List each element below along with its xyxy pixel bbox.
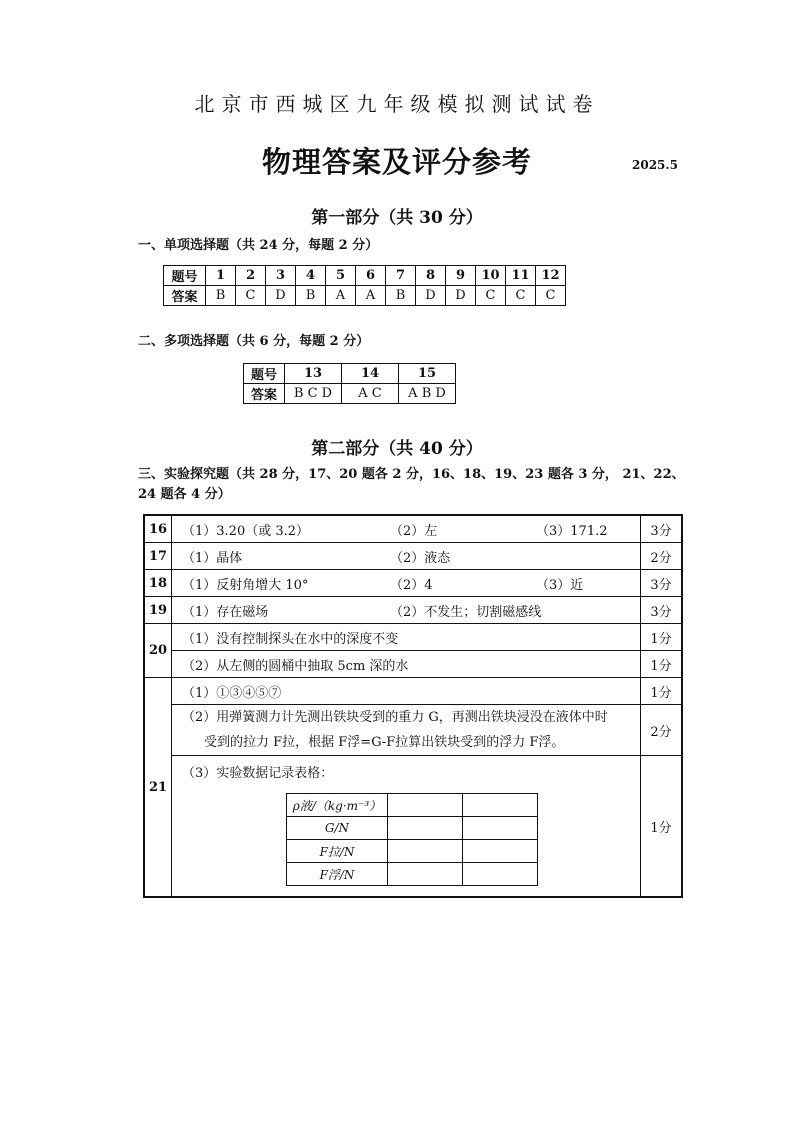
score-cell: 3分 [641,597,683,624]
section2-heading: 二、多项选择题（共 6 分，每题 2 分） [138,334,370,349]
question-number: 6 [356,266,386,286]
question-number: 12 [536,266,566,286]
exam-date: 2025.5 [632,158,678,172]
answer-cell [172,756,641,898]
answer-part: （2）液态 [390,550,451,566]
table-row [144,570,682,597]
answer-part: （1）3.20（或 3.2） [182,523,310,539]
answer-cell: A [326,286,356,306]
answer-line: （2）用弹簧测力计先测出铁块受到的重力 G，再测出铁块浸没在液体中时 [182,710,608,725]
answer-cell [172,543,641,570]
single-choice-table [163,265,566,306]
question-number: 14 [342,364,399,384]
question-number: 20 [144,624,172,678]
empty-cell [463,863,538,886]
question-number: 9 [446,266,476,286]
answer-part: （2）左 [390,523,438,539]
answer-cell: A B D [399,384,456,404]
answer-cell: D [416,286,446,306]
answer-cell: A [356,286,386,306]
question-number: 18 [144,570,172,597]
question-number: 17 [144,543,172,570]
empty-cell [388,817,463,840]
question-number: 13 [285,364,342,384]
question-number: 7 [386,266,416,286]
answer-part: （3）近 [536,577,584,593]
answer-cell: B C D [285,384,342,404]
part2-title: 第二部分（共 40 分） [311,439,483,459]
answer-part: （1）晶体 [182,550,243,566]
answer-cell: D [266,286,296,306]
question-number: 2 [236,266,266,286]
answer-cell [172,705,641,756]
table-row [244,384,456,404]
answer-line: （3）实验数据记录表格： [182,766,334,781]
table-row [164,286,566,306]
empty-cell [463,817,538,840]
record-label: F浮/N [287,863,388,886]
answer-cell: B [386,286,416,306]
answer-cell: D [446,286,476,306]
table-row [164,266,566,286]
table-row [144,705,682,756]
score-cell: 1分 [641,624,683,651]
question-number: 8 [416,266,446,286]
answer-part: （2）不发生；切割磁感线 [390,604,542,620]
table-row [144,678,682,705]
section1-heading: 一、单项选择题（共 24 分，每题 2 分） [138,238,379,253]
part1-title: 第一部分（共 30 分） [311,208,483,228]
table-row [244,364,456,384]
answer-cell: B [296,286,326,306]
answer-cell: C [476,286,506,306]
row-label: 答案 [164,286,206,306]
answer-cell [172,570,641,597]
empty-cell [463,794,538,817]
experiment-answer-table [143,514,683,898]
table-row [144,597,682,624]
question-number: 16 [144,515,172,543]
row-label: 答案 [244,384,285,404]
score-cell: 1分 [641,651,683,678]
record-label: ρ液/（kg·m⁻³） [287,794,388,817]
question-number: 1 [206,266,236,286]
table-row [287,863,538,886]
answer-cell: C [236,286,266,306]
answer-cell: B [206,286,236,306]
school-header: 北京市西城区九年级模拟测试试卷 [194,92,600,116]
table-row [144,624,682,651]
score-cell: 3分 [641,515,683,543]
question-number: 3 [266,266,296,286]
answer-part: （2）4 [390,577,433,593]
score-cell: 2分 [641,543,683,570]
answer-part: （1）存在磁场 [182,604,269,620]
data-record-table [286,793,538,886]
answer-cell [172,515,641,543]
page-title: 物理答案及评分参考 [261,145,532,179]
answer-cell: C [506,286,536,306]
answer-cell: C [536,286,566,306]
score-cell: 1分 [641,756,683,898]
record-label: G/N [287,817,388,840]
answer-cell: A C [342,384,399,404]
answer-part: （1）反射角增大 10° [182,577,309,593]
question-number: 4 [296,266,326,286]
table-row [144,756,682,898]
answer-line: 受到的拉力 F拉，根据 F浮=G-F拉算出铁块受到的浮力 F浮。 [204,735,565,750]
answer-cell [172,597,641,624]
table-row [144,515,682,543]
answer-cell: （1）①③④⑤⑦ [172,678,641,705]
question-number: 19 [144,597,172,624]
score-cell: 2分 [641,705,683,756]
question-number: 21 [144,678,172,898]
empty-cell [388,794,463,817]
answer-part: （3）171.2 [536,523,608,539]
question-number: 10 [476,266,506,286]
empty-cell [463,840,538,863]
table-row [144,543,682,570]
question-number: 5 [326,266,356,286]
record-label: F拉/N [287,840,388,863]
question-number: 15 [399,364,456,384]
question-number: 11 [506,266,536,286]
answer-cell: （2）从左侧的圆桶中抽取 5cm 深的水 [172,651,641,678]
table-row [287,840,538,863]
table-row [287,794,538,817]
multi-choice-table [243,363,456,404]
score-cell: 1分 [641,678,683,705]
score-cell: 3分 [641,570,683,597]
answer-cell: （1）没有控制探头在水中的深度不变 [172,624,641,651]
row-label: 题号 [244,364,285,384]
empty-cell [388,863,463,886]
empty-cell [388,840,463,863]
section3-heading: 三、实验探究题（共 28 分，17、20 题各 2 分，16、18、19、23 题各 3 分， 21、22、24 题各 4 分） [138,467,685,502]
row-label: 题号 [164,266,206,286]
table-row [287,817,538,840]
table-row [144,651,682,678]
